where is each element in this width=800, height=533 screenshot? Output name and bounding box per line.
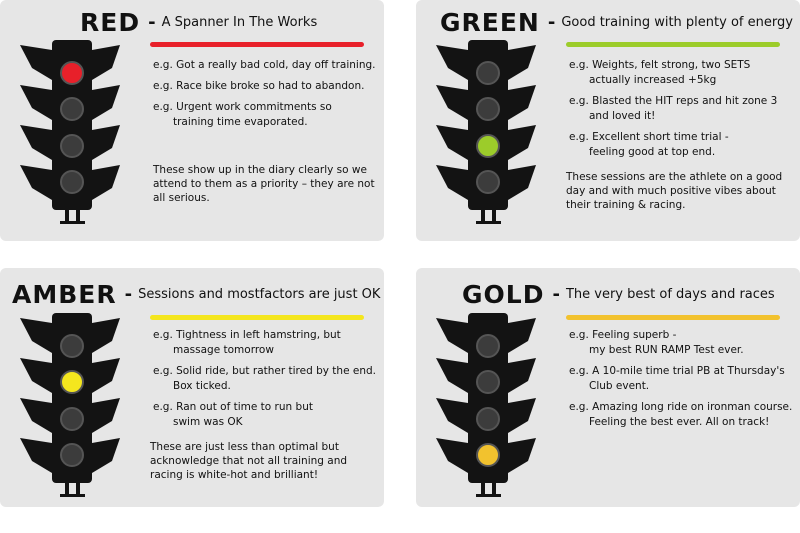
- list-item: e.g. Excellent short time trial - feeling good at top end.: [569, 131, 729, 158]
- amber-subtitle: Sessions and mostfactors are just OK: [138, 287, 381, 302]
- amber-panel: [0, 268, 384, 507]
- green-dash: -: [547, 12, 556, 33]
- amber-note: These are just less than optimal but acknowledge that not all training and racing is white-hot and brilliant!: [150, 441, 348, 481]
- green-note: These sessions are the athlete on a good day and with much positive vibes about their training & racing.: [566, 171, 783, 211]
- list-item: e.g. Weights, felt strong, two SETS actually increased +5kg: [569, 59, 751, 86]
- list-item: e.g. Ran out of time to run but swim was OK: [153, 401, 313, 428]
- list-item: e.g. Feeling superb - my best RUN RAMP Test ever.: [569, 329, 744, 356]
- green-rule: [566, 42, 780, 47]
- list-item: e.g. Urgent work commitments so training time evaporated.: [153, 101, 332, 128]
- red-panel: [0, 0, 384, 241]
- gold-subtitle: The very best of days and races: [565, 287, 775, 302]
- traffic-light-red-icon: [20, 40, 120, 260]
- list-item: e.g. A 10-mile time trial PB at Thursday's Club event.: [569, 365, 785, 392]
- gold-examples: [569, 328, 792, 436]
- gold-heading: GOLD: [462, 280, 545, 309]
- green-panel: [416, 0, 800, 241]
- traffic-light-green-icon: [436, 40, 536, 260]
- red-title: [80, 8, 317, 37]
- list-item: e.g. Blasted the HIT reps and hit zone 3 and loved it!: [569, 95, 778, 122]
- red-heading: RED: [80, 8, 141, 37]
- green-examples: [569, 58, 777, 166]
- gold-title: [462, 280, 775, 309]
- red-dash: -: [148, 12, 156, 33]
- list-item: e.g. Tightness in left hamstring, but massage tomorrow: [153, 329, 341, 356]
- amber-dash: -: [124, 284, 133, 305]
- traffic-light-amber-icon: [20, 313, 120, 533]
- red-rule: [150, 42, 364, 47]
- red-examples: [153, 58, 376, 136]
- traffic-light-gold-icon: [436, 313, 536, 533]
- amber-heading: AMBER: [12, 280, 117, 309]
- amber-rule: [150, 315, 364, 320]
- gold-dash: -: [552, 284, 560, 305]
- list-item: e.g. Amazing long ride on ironman course. Feeling the best ever. All on track!: [569, 401, 793, 428]
- amber-examples: [153, 328, 376, 436]
- red-note: These show up in the diary clearly so we attend to them as a priority – they are not all serious.: [153, 164, 375, 204]
- gold-rule: [566, 315, 780, 320]
- red-subtitle: A Spanner In The Works: [161, 15, 318, 30]
- list-item: e.g. Got a really bad cold, day off training.: [153, 59, 376, 71]
- list-item: e.g. Solid ride, but rather tired by the end. Box ticked.: [153, 365, 376, 392]
- list-item: e.g. Race bike broke so had to abandon.: [153, 80, 365, 92]
- amber-title: [12, 280, 380, 309]
- green-subtitle: Good training with plenty of energy: [561, 15, 793, 30]
- green-title: [440, 8, 793, 37]
- green-heading: GREEN: [440, 8, 540, 37]
- gold-panel: [416, 268, 800, 507]
